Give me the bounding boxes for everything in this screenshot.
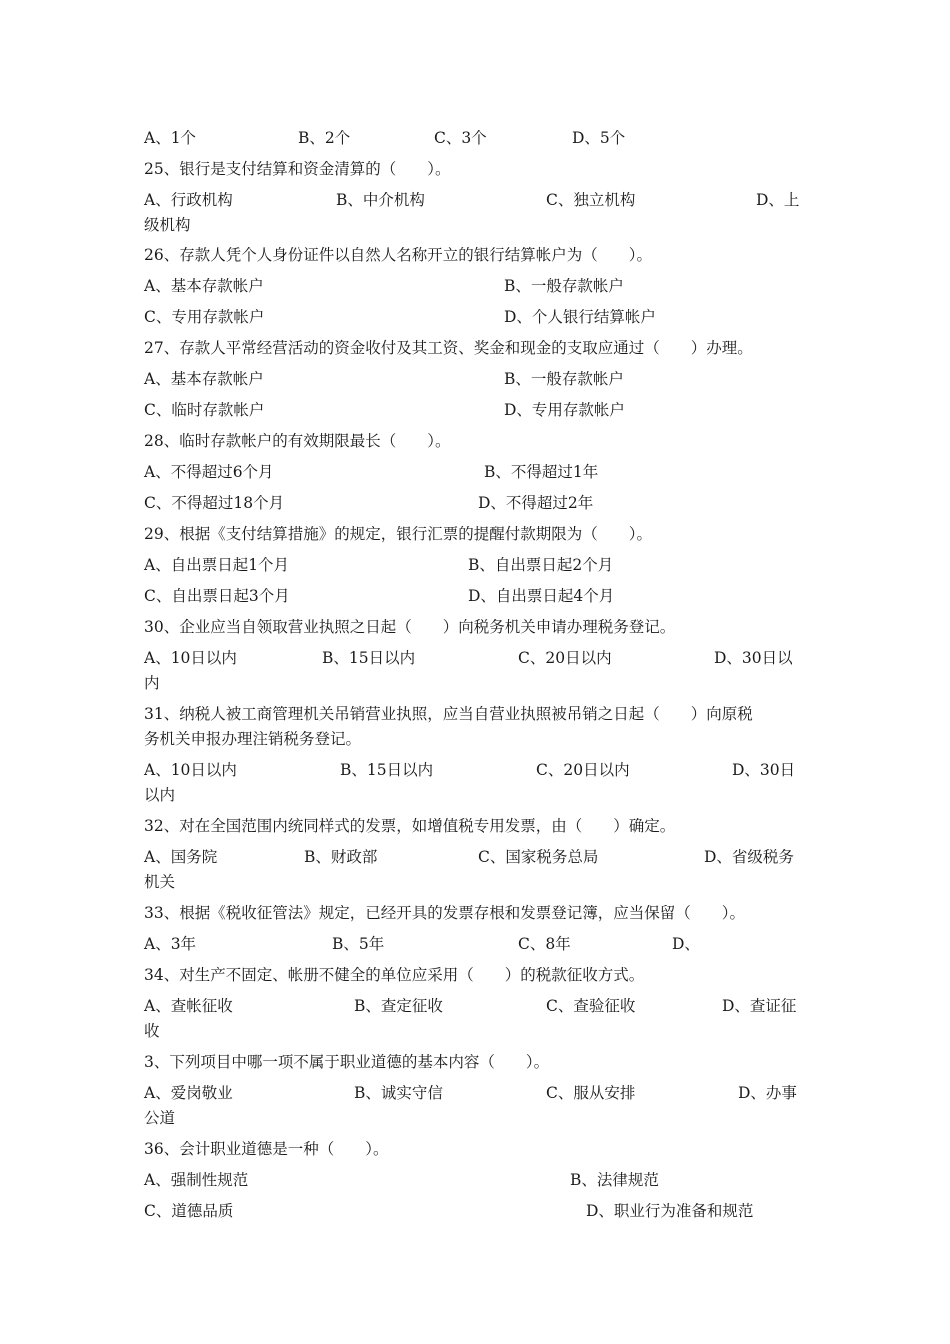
- option-a: A、10日以内: [144, 649, 237, 667]
- option-d: D、5个: [572, 129, 626, 147]
- question-30: 30、企业应当自领取营业执照之日起（ ）向税务机关申请办理税务登记。: [144, 618, 676, 636]
- option-d: D、办事: [738, 1084, 797, 1102]
- option-b: B、一般存款帐户: [504, 370, 624, 388]
- option-c: C、20日以内: [518, 649, 612, 667]
- option-a: A、强制性规范: [144, 1171, 249, 1189]
- option-c: C、专用存款帐户: [144, 308, 265, 326]
- option-a: A、基本存款帐户: [144, 370, 264, 388]
- option-a: A、1个: [144, 129, 197, 147]
- option-c: C、国家税务总局: [478, 848, 599, 866]
- option-a: A、10日以内: [144, 761, 237, 779]
- option-d: D、不得超过2年: [478, 494, 594, 512]
- option-d: D、上: [756, 191, 800, 209]
- option-d: D、自出票日起4个月: [468, 587, 615, 605]
- option-a: A、行政机构: [144, 191, 233, 209]
- question-33: 33、根据《税收征管法》规定，已经开具的发票存根和发票登记簿，应当保留（ ）。: [144, 904, 745, 922]
- option-d: D、: [672, 935, 700, 953]
- option-d: D、30日以: [714, 649, 793, 667]
- option-a: A、查帐征收: [144, 997, 233, 1015]
- option-b: B、自出票日起2个月: [468, 556, 614, 574]
- option-c: C、独立机构: [546, 191, 636, 209]
- option-d: D、查证征: [722, 997, 797, 1015]
- option-b: B、2个: [298, 129, 351, 147]
- option-continuation: 以内: [144, 786, 176, 804]
- question-35: 3、下列项目中哪一项不属于职业道德的基本内容（ ）。: [144, 1053, 550, 1071]
- option-b: B、中介机构: [336, 191, 425, 209]
- option-c: C、20日以内: [536, 761, 630, 779]
- question-31: 31、纳税人被工商管理机关吊销营业执照，应当自营业执照被吊销之日起（ ）向原税: [144, 705, 753, 723]
- option-c: C、道德品质: [144, 1202, 234, 1220]
- question-36: 36、会计职业道德是一种（ ）。: [144, 1140, 389, 1158]
- option-d: D、专用存款帐户: [504, 401, 625, 419]
- option-c: C、3个: [434, 129, 487, 147]
- option-c: C、服从安排: [546, 1084, 636, 1102]
- option-b: B、查定征收: [354, 997, 443, 1015]
- option-d: D、30日: [732, 761, 796, 779]
- option-a: A、国务院: [144, 848, 218, 866]
- option-a: A、3年: [144, 935, 197, 953]
- question-32: 32、对在全国范围内统同样式的发票，如增值税专用发票，由（ ）确定。: [144, 817, 676, 835]
- question-29: 29、根据《支付结算措施》的规定，银行汇票的提醒付款期限为（ ）。: [144, 525, 652, 543]
- option-b: B、5年: [332, 935, 385, 953]
- question-25: 25、银行是支付结算和资金清算的（ ）。: [144, 160, 451, 178]
- question-34: 34、对生产不固定、帐册不健全的单位应采用（ ）的税款征收方式。: [144, 966, 645, 984]
- option-b: B、15日以内: [340, 761, 434, 779]
- option-a: A、爱岗敬业: [144, 1084, 233, 1102]
- option-d: D、省级税务: [704, 848, 794, 866]
- option-a: A、基本存款帐户: [144, 277, 264, 295]
- option-b: B、财政部: [304, 848, 378, 866]
- option-c: C、查验征收: [546, 997, 636, 1015]
- option-c: C、自出票日起3个月: [144, 587, 290, 605]
- option-c: C、不得超过18个月: [144, 494, 285, 512]
- option-continuation: 级机构: [144, 216, 191, 234]
- option-d: D、个人银行结算帐户: [504, 308, 656, 326]
- option-b: B、一般存款帐户: [504, 277, 624, 295]
- option-b: B、法律规范: [570, 1171, 659, 1189]
- option-continuation: 收: [144, 1022, 160, 1040]
- option-c: C、8年: [518, 935, 571, 953]
- question-26: 26、存款人凭个人身份证件以自然人名称开立的银行结算帐户为（ ）。: [144, 246, 652, 264]
- option-b: B、诚实守信: [354, 1084, 443, 1102]
- option-a: A、不得超过6个月: [144, 463, 274, 481]
- option-continuation: 机关: [144, 873, 176, 891]
- option-d: D、职业行为准备和规范: [586, 1202, 754, 1220]
- question-28: 28、临时存款帐户的有效期限最长（ ）。: [144, 432, 451, 450]
- option-continuation: 内: [144, 674, 160, 692]
- option-b: B、15日以内: [322, 649, 416, 667]
- option-b: B、不得超过1年: [484, 463, 599, 481]
- option-c: C、临时存款帐户: [144, 401, 265, 419]
- question-27: 27、存款人平常经营活动的资金收付及其工资、奖金和现金的支取应通过（ ）办理。: [144, 339, 753, 357]
- option-continuation: 公道: [144, 1109, 176, 1127]
- option-a: A、自出票日起1个月: [144, 556, 290, 574]
- question-continuation: 务机关申报办理注销税务登记。: [144, 730, 362, 748]
